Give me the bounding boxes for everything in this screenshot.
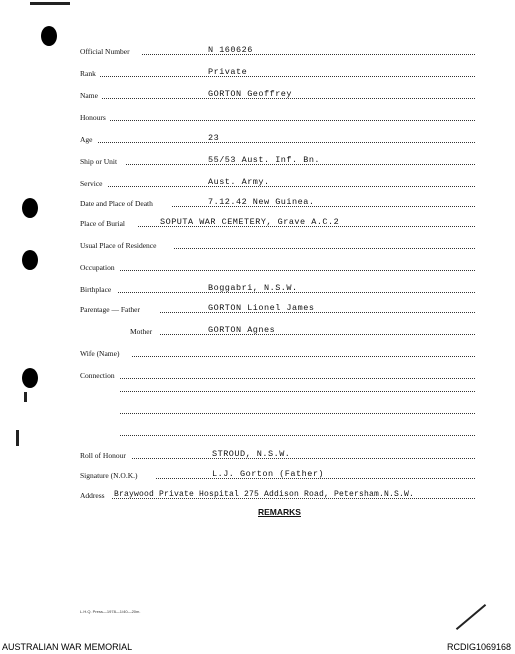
age-row xyxy=(80,130,475,144)
residence-row xyxy=(80,236,475,250)
death-value: 7.12.42 New Guinea. xyxy=(208,197,315,207)
address-row xyxy=(80,486,475,500)
official-number-value: N 160626 xyxy=(208,45,253,55)
father-label: Parentage — Father xyxy=(80,305,140,314)
official-number-label: Official Number xyxy=(80,47,130,56)
residence-label: Usual Place of Residence xyxy=(80,241,157,250)
roll-of-honour-value: STROUD, N.S.W. xyxy=(212,449,291,459)
printer-note: L.H.Q. Press—1978—1/40—20m. xyxy=(80,609,141,614)
mother-row xyxy=(130,322,475,336)
service-row xyxy=(80,174,475,188)
burial-row xyxy=(80,214,475,228)
signature-label: Signature (N.O.K.) xyxy=(80,471,138,480)
address-value: Braywood Private Hospital 275 Addison Road, Petersham.N.S.W. xyxy=(114,490,415,499)
service-label: Service xyxy=(80,179,103,188)
birthplace-label: Birthplace xyxy=(80,285,112,294)
burial-label: Place of Burial xyxy=(80,219,125,228)
scan-mark xyxy=(30,2,70,5)
roll-of-honour-label: Roll of Honour xyxy=(80,451,126,460)
mother-label: Mother xyxy=(130,327,153,336)
wife-row xyxy=(80,344,475,358)
ship-or-unit-row xyxy=(80,152,475,166)
burial-value: SOPUTA WAR CEMETERY, Grave A.C.2 xyxy=(160,217,340,227)
honours-label: Honours xyxy=(80,113,106,122)
footer-record-id: RCDIG1069168 xyxy=(446,642,511,652)
signature-value: L.J. Gorton (Father) xyxy=(212,469,325,479)
punch-hole xyxy=(41,26,57,46)
father-row xyxy=(80,300,475,314)
rank-row xyxy=(80,64,475,78)
father-value: GORTON Lionel James xyxy=(208,303,315,313)
connection-line xyxy=(120,413,475,414)
rank-value: Private xyxy=(208,67,248,77)
ship-or-unit-label: Ship or Unit xyxy=(80,157,118,166)
address-label: Address xyxy=(80,491,105,500)
connection-label: Connection xyxy=(80,371,115,380)
ship-or-unit-value: 55/53 Aust. Inf. Bn. xyxy=(208,155,321,165)
remarks-heading: REMARKS xyxy=(258,507,301,517)
official-number-row xyxy=(80,42,475,56)
footer-archive-name: AUSTRALIAN WAR MEMORIAL xyxy=(2,642,133,652)
name-row xyxy=(80,86,475,100)
mother-value: GORTON Agnes xyxy=(208,325,276,335)
death-row xyxy=(80,194,475,208)
age-value: 23 xyxy=(208,133,220,143)
scan-mark xyxy=(24,392,27,402)
name-label: Name xyxy=(80,91,98,100)
connection-row xyxy=(80,366,475,380)
archive-footer xyxy=(0,640,515,654)
occupation-label: Occupation xyxy=(80,263,115,272)
scan-mark xyxy=(16,430,19,446)
service-value: Aust. Army. xyxy=(208,177,270,187)
connection-line xyxy=(120,391,475,392)
honours-row xyxy=(80,108,475,122)
punch-hole xyxy=(22,198,38,218)
wife-label: Wife (Name) xyxy=(80,349,120,358)
death-label: Date and Place of Death xyxy=(80,199,153,208)
birthplace-row xyxy=(80,280,475,294)
rank-label: Rank xyxy=(80,69,96,78)
punch-hole xyxy=(22,368,38,388)
pen-stroke xyxy=(456,604,486,630)
punch-hole xyxy=(22,250,38,270)
birthplace-value: Boggabri, N.S.W. xyxy=(208,283,298,293)
occupation-row xyxy=(80,258,475,272)
roll-of-honour-row xyxy=(80,446,475,460)
name-value: GORTON Geoffrey xyxy=(208,89,293,99)
signature-row xyxy=(80,466,475,480)
age-label: Age xyxy=(80,135,93,144)
connection-line xyxy=(120,435,475,436)
